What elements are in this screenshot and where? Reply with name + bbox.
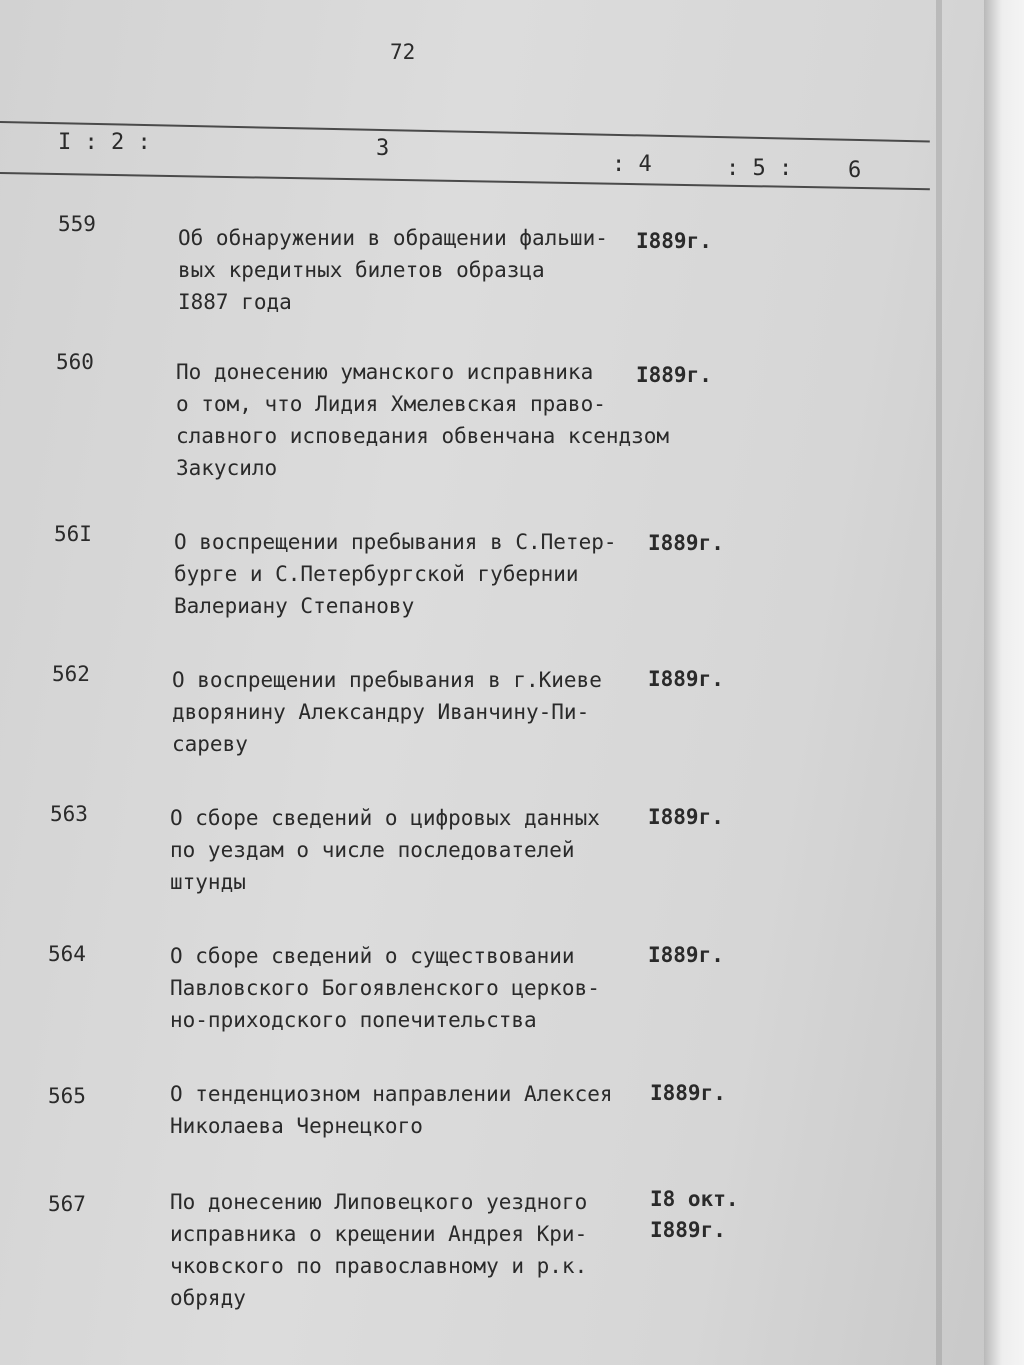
entry-description <box>170 940 600 1036</box>
entry-description-line: Николаева Чернецкого <box>170 1114 423 1138</box>
entry-date: I889г. <box>648 531 724 555</box>
entry-number: 563 <box>50 802 88 826</box>
entry-date: I889г. <box>648 943 724 967</box>
entry-description-line: Об обнаружении в обращении фальши- <box>178 226 608 250</box>
entry-date: I889г. <box>648 805 724 829</box>
entry-description-line: Валериану Степанову <box>174 594 415 618</box>
entry-number: 559 <box>58 212 96 236</box>
entry-description-line: обряду <box>170 1286 246 1310</box>
entry-description-line: По донесению Липовецкого уездного <box>170 1190 588 1214</box>
entry-number: 565 <box>48 1084 86 1108</box>
entry-description <box>174 526 617 622</box>
entry-date: I889г. <box>650 1081 726 1105</box>
column-header-4: : 4 <box>612 152 652 177</box>
entry-number: 562 <box>52 662 90 686</box>
entry-description-line: по уездам о числе последователей <box>170 838 575 862</box>
page-fold-shadow <box>936 0 942 1365</box>
entry-description-line: Закусило <box>176 456 278 480</box>
entry-description-line: бурге и С.Петербургской губернии <box>174 562 579 586</box>
entry-number: 56I <box>54 522 92 546</box>
entry-description-line: исправника о крещении Андрея Кри- <box>170 1222 588 1246</box>
page-number: 72 <box>390 40 416 64</box>
entry-number: 564 <box>48 942 86 966</box>
entry-description-line: Павловского Богоявленского церков- <box>170 976 600 1000</box>
entry-date: I8 окт. I889г. <box>650 1187 739 1242</box>
entry-description-line: О воспрещении пребывания в С.Петер- <box>174 530 617 554</box>
entry-description-line: о том, что Лидия Хмелевская право- <box>176 392 606 416</box>
entry-description-line: но-приходского попечительства <box>170 1008 537 1032</box>
entry-description-line: О сборе сведений о существовании <box>170 944 575 968</box>
entry-description <box>172 664 602 760</box>
entry-description <box>176 356 669 484</box>
entry-description-line: О сборе сведений о цифровых данных <box>170 806 600 830</box>
column-header-1-2: I : 2 : <box>58 130 151 155</box>
entry-description <box>178 222 608 318</box>
entry-description <box>170 1186 587 1314</box>
entry-description-line: славного исповедания обвенчана ксендзом <box>176 424 670 448</box>
entry-date: I889г. <box>636 229 712 253</box>
entry-description-line: чковского по православному и р.к. <box>170 1254 588 1278</box>
entry-description <box>170 802 600 898</box>
column-header-5: : 5 : <box>726 156 793 181</box>
entry-description-line: О тенденциозном направлении Алексея <box>170 1082 613 1106</box>
column-header-3: 3 <box>376 136 390 161</box>
column-header-6: 6 <box>848 158 862 183</box>
entry-description <box>170 1078 613 1142</box>
entry-description-line: О воспрещении пребывания в г.Киеве <box>172 668 602 692</box>
entry-description-line: сареву <box>172 732 248 756</box>
entry-description-line: По донесению уманского исправника <box>176 360 594 384</box>
entry-date: I889г. <box>636 363 712 387</box>
entry-number: 567 <box>48 1192 86 1216</box>
entry-date: I889г. <box>648 667 724 691</box>
entry-description-line: штунды <box>170 870 246 894</box>
page-edge <box>984 0 1024 1365</box>
entry-description-line: дворянину Александру Иванчину-Пи- <box>172 700 590 724</box>
entry-number: 560 <box>56 350 94 374</box>
entry-description-line: вых кредитных билетов образца <box>178 258 545 282</box>
entry-description-line: I887 года <box>178 290 292 314</box>
